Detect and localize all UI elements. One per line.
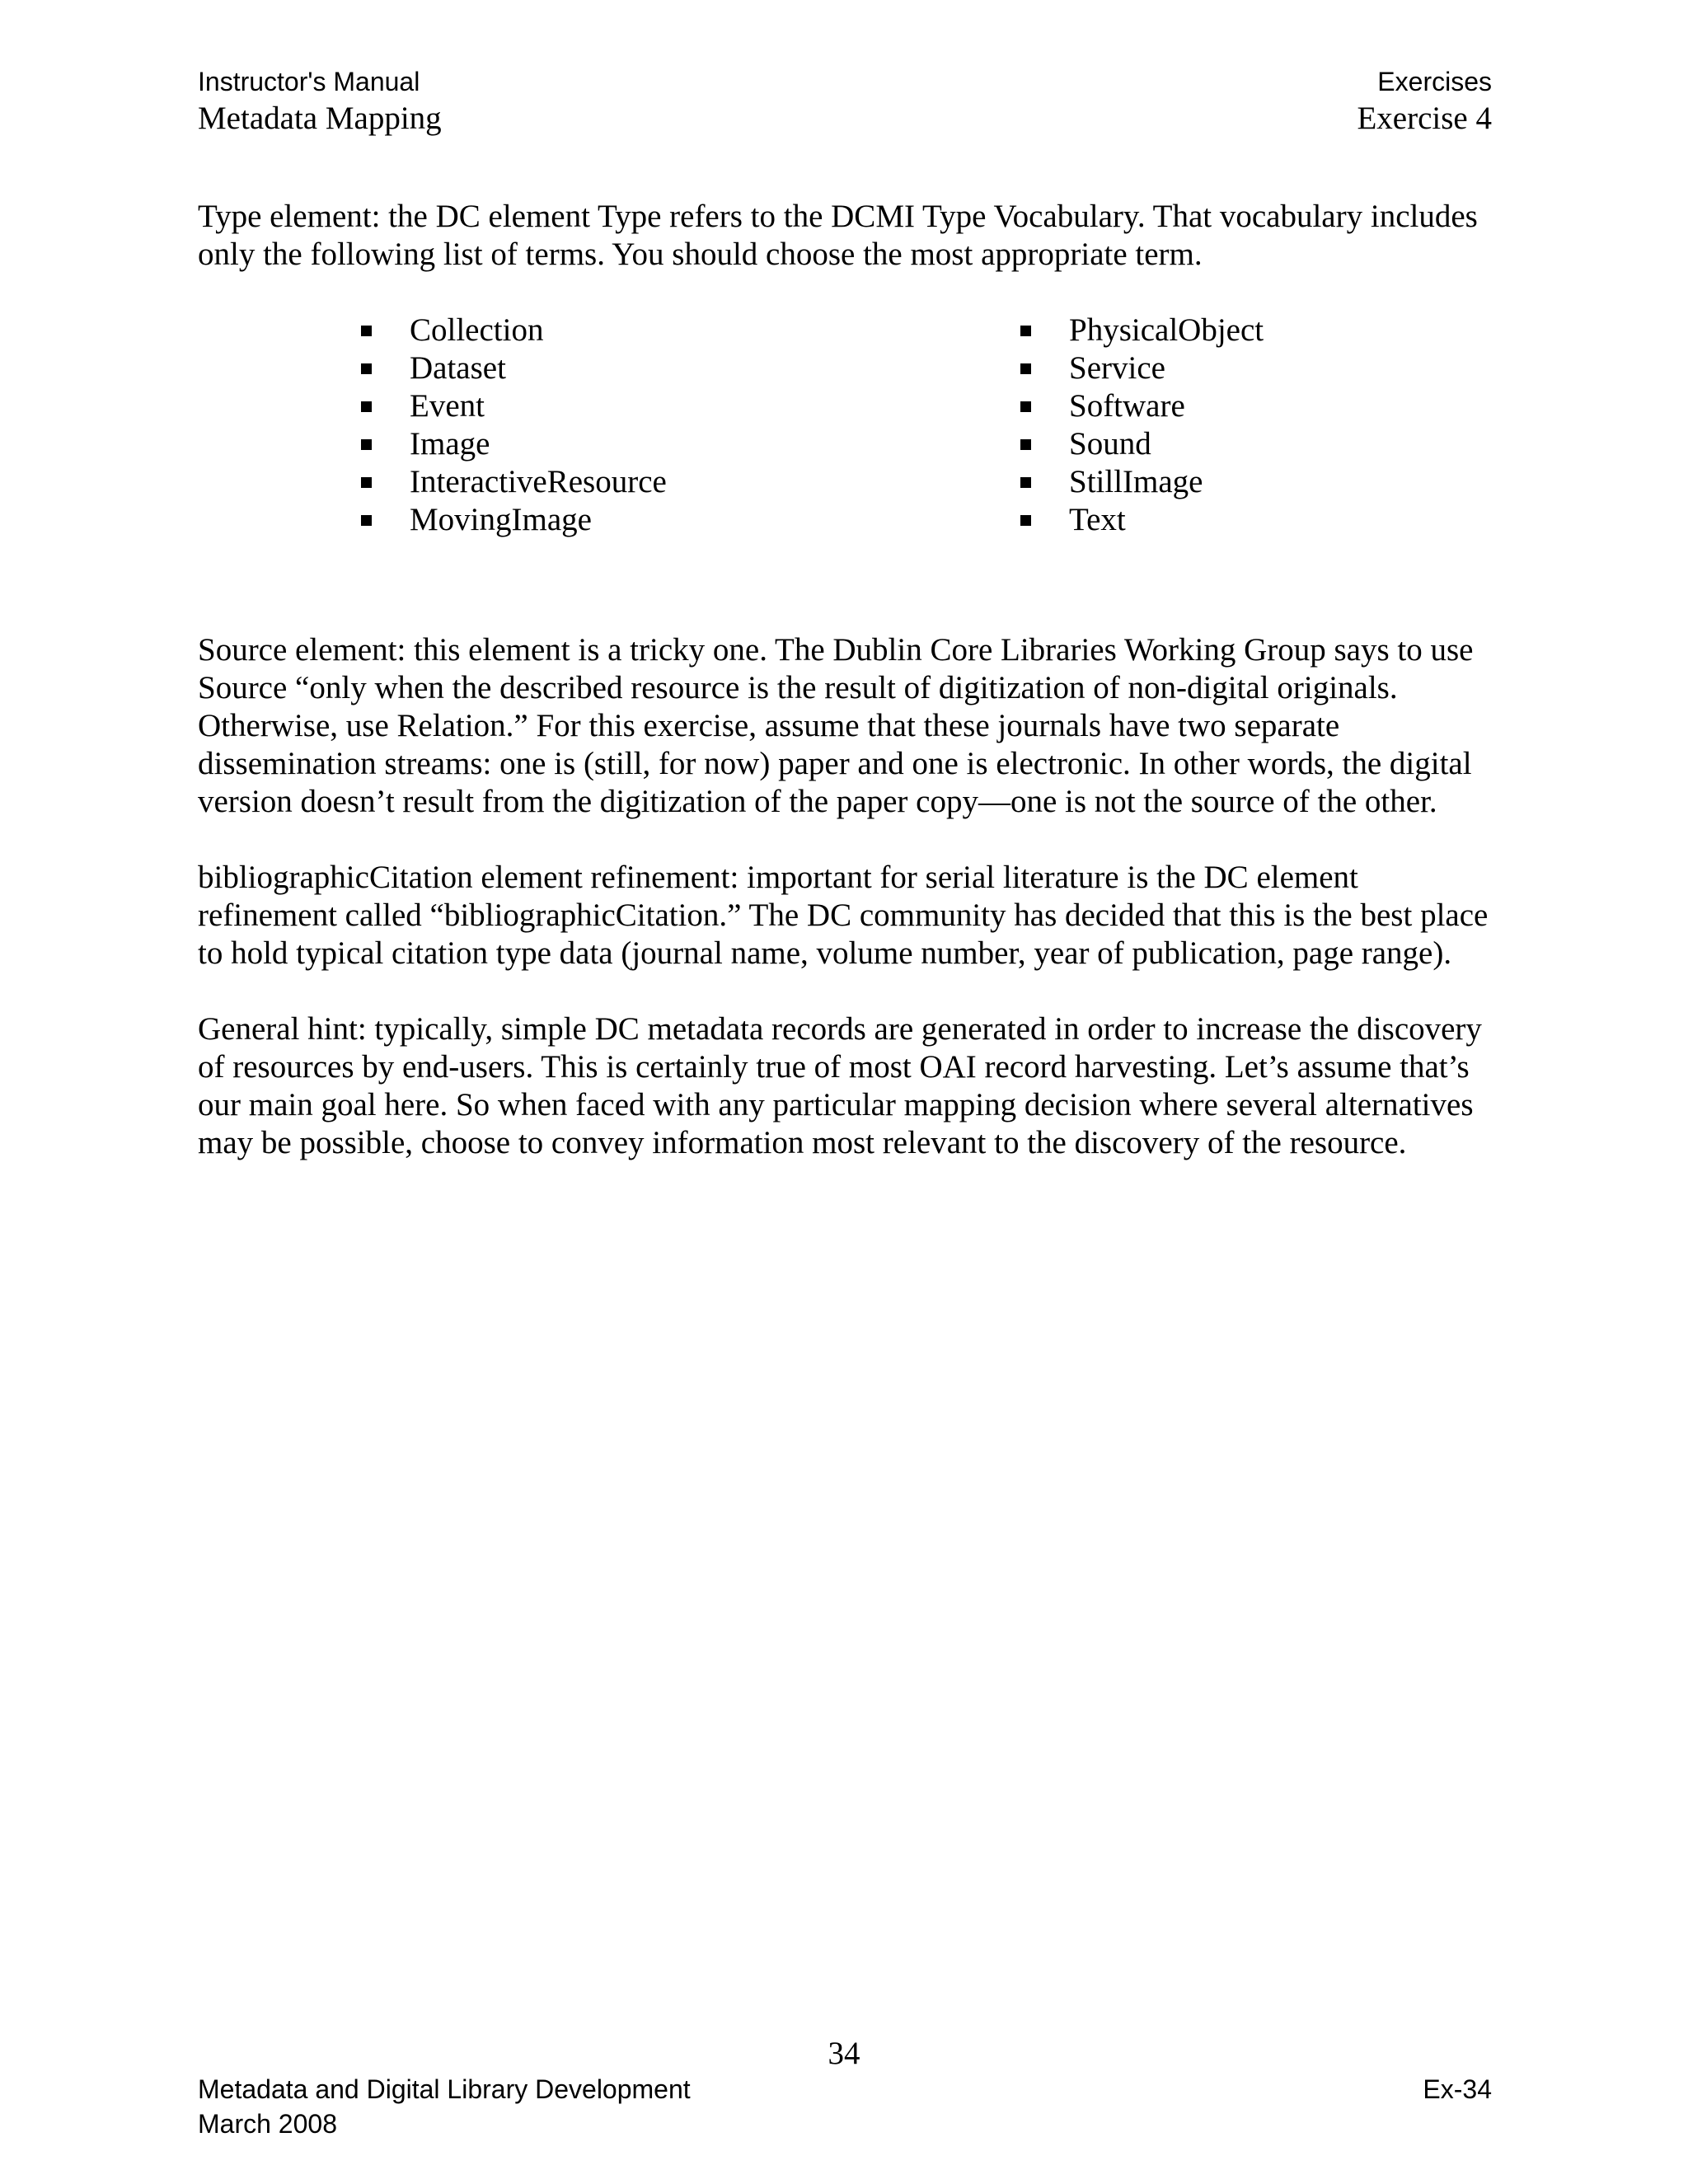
footer-page-code: Ex-34 [1423, 2074, 1492, 2104]
list-item [361, 312, 1020, 349]
term-label: StillImage [1069, 464, 1203, 499]
footer-course-title: Metadata and Digital Library Development [198, 2074, 691, 2104]
term-label: PhysicalObject [1069, 312, 1264, 348]
list-item [361, 349, 1020, 387]
bullet-icon [361, 363, 372, 374]
general-hint-paragraph: General hint: typically, simple DC metadata records are generated in order to increase the discovery of resources by end-users. This is certainly true of most OAI record harvesting. Let’s assume that’s our main goal here. So when faced with any particular mapping decision where several alternatives may be possible, choose to convey information most relevant to the discovery of the resource. [198, 1011, 1482, 1160]
list-item [1020, 425, 1264, 463]
term-label: Image [410, 426, 490, 462]
source-element-paragraph: Source element: this element is a tricky one. The Dublin Core Libraries Working Group says to use Source “only when the described resource is the result of digitization of non-digital originals. Otherwise, use Relation.” For this exercise, assume that these journals have two separate dissemination streams: one is (still, for now) paper and one is electronic. In other words, the digital version doesn’t result from the digitization of the paper copy—one is not the source of the other. [198, 632, 1474, 819]
term-label: InteractiveResource [410, 464, 667, 499]
type-terms-right-column [1020, 312, 1264, 539]
header-manual-label: Instructor's Manual [198, 67, 420, 96]
term-label: Dataset [410, 350, 506, 386]
term-label: Software [1069, 388, 1185, 424]
term-label: Sound [1069, 426, 1151, 462]
term-label: Event [410, 388, 485, 424]
list-item [361, 463, 1020, 501]
bullet-icon [361, 439, 372, 450]
list-item [361, 425, 1020, 463]
bullet-icon [1020, 477, 1031, 488]
list-item [1020, 312, 1264, 349]
page-header [198, 64, 1492, 138]
page-footer [198, 2072, 1492, 2141]
bullet-icon [361, 515, 372, 526]
list-item [361, 387, 1020, 425]
type-terms-left-column [361, 312, 1020, 539]
page-number: 34 [828, 2036, 860, 2071]
list-item [1020, 349, 1264, 387]
bullet-icon [1020, 515, 1031, 526]
citation-refinement-paragraph: bibliographicCitation element refinement: important for serial literature is the DC element refinement called “bibliographicCitation.” The DC community has decided that this is the best place to hold typical citation type data (journal name, volume number, year of publication, page range). [198, 860, 1489, 971]
type-element-paragraph: Type element: the DC element Type refers to the DCMI Type Vocabulary. That vocabulary includes only the following list of terms. You should choose the most appropriate term. [198, 199, 1478, 272]
term-label: Collection [410, 312, 544, 348]
bullet-icon [1020, 363, 1031, 374]
term-label: Service [1069, 350, 1165, 386]
term-label: Text [1069, 502, 1126, 537]
header-topic-title: Metadata Mapping [198, 101, 442, 136]
list-item [1020, 501, 1264, 539]
list-item [1020, 387, 1264, 425]
bullet-icon [361, 326, 372, 336]
bullet-icon [361, 401, 372, 412]
bullet-icon [361, 477, 372, 488]
header-section-label: Exercises [1377, 67, 1492, 96]
term-label: MovingImage [410, 502, 592, 537]
page-body [198, 198, 1492, 1162]
list-item [361, 501, 1020, 539]
bullet-icon [1020, 326, 1031, 336]
list-item [1020, 463, 1264, 501]
header-exercise-label: Exercise 4 [1357, 101, 1492, 136]
bullet-icon [1020, 401, 1031, 412]
type-vocabulary-list [198, 312, 1492, 539]
footer-date: March 2008 [198, 2109, 337, 2139]
bullet-icon [1020, 439, 1031, 450]
